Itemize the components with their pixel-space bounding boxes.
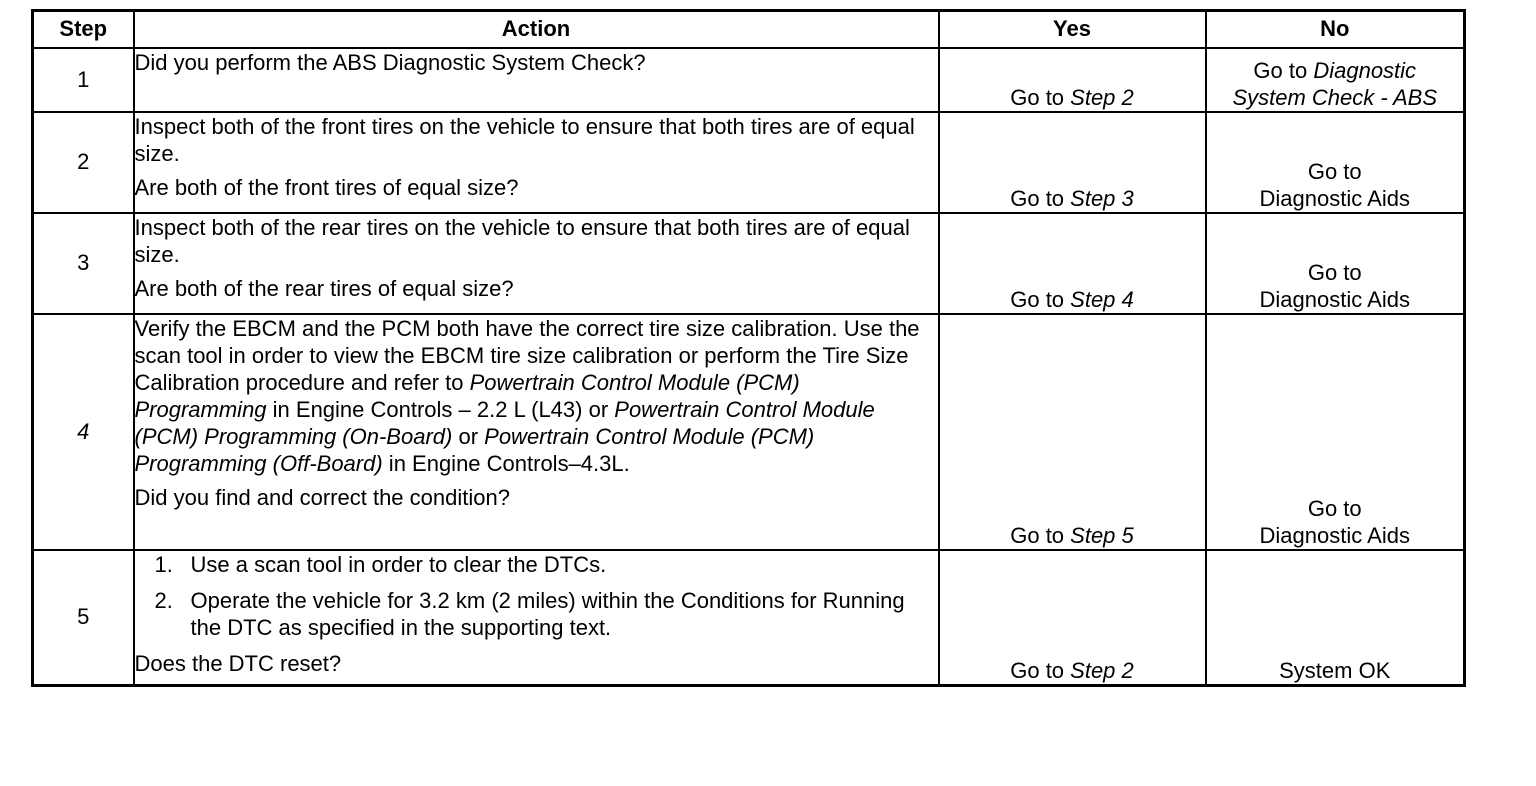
table-row xyxy=(33,314,1465,550)
list-text: Operate the vehicle for 3.2 km (2 miles) within the Conditions for Running the DTC as specified in the supporting text. xyxy=(190,587,905,640)
no-line1: Go to xyxy=(1307,495,1362,521)
yes-prefix: Go to xyxy=(1010,658,1071,683)
yes-prefix: Go to xyxy=(1010,84,1071,110)
no-line1: Go to xyxy=(1307,158,1362,184)
step-number: 5 xyxy=(33,550,134,686)
header-row xyxy=(33,11,1465,48)
action-text: Inspect both of the rear tires on the vehicle to ensure that both tires are of equal size. xyxy=(134,214,910,267)
step-number: 3 xyxy=(33,213,134,314)
yes-cell xyxy=(939,213,1206,314)
action-question: Are both of the rear tires of equal size? xyxy=(134,275,514,301)
list-text: Use a scan tool in order to clear the DTCs. xyxy=(190,551,607,577)
action-cell xyxy=(134,314,939,550)
no-link-diagnostic-aids[interactable]: Diagnostic Aids xyxy=(1259,185,1410,211)
no-link-line1[interactable]: Diagnostic xyxy=(1313,57,1417,83)
header-no: No xyxy=(1206,11,1465,48)
yes-cell xyxy=(939,48,1206,112)
list-item xyxy=(135,587,938,641)
yes-step-link[interactable]: Step 5 xyxy=(1070,522,1134,548)
no-cell xyxy=(1206,213,1465,314)
yes-cell xyxy=(939,314,1206,550)
yes-prefix: Go to xyxy=(1010,185,1071,211)
action-question: Are both of the front tires of equal size? xyxy=(134,174,519,200)
no-cell xyxy=(1206,48,1465,112)
table-row xyxy=(33,550,1465,686)
no-cell xyxy=(1206,550,1465,686)
yes-step-link[interactable]: Step 2 xyxy=(1070,658,1134,683)
reference-link[interactable]: Powertrain Control Module (PCM) Programming (Off-Board) xyxy=(134,423,815,476)
yes-prefix: Go to xyxy=(1010,286,1071,312)
yes-prefix: Go to xyxy=(1010,522,1071,548)
reference-link[interactable]: Powertrain Control Module (PCM) Programming xyxy=(134,369,800,422)
list-item xyxy=(135,551,938,578)
yes-step-link[interactable]: Step 4 xyxy=(1070,286,1134,312)
yes-step-link[interactable]: Step 2 xyxy=(1070,84,1134,110)
action-question: Does the DTC reset? xyxy=(134,650,342,676)
yes-cell xyxy=(939,550,1206,686)
action-cell xyxy=(134,550,939,686)
no-cell xyxy=(1206,314,1465,550)
no-result: System OK xyxy=(1279,658,1391,683)
table-row xyxy=(33,48,1465,112)
reference-link[interactable]: Powertrain Control Module (PCM) Programming (On-Board) xyxy=(134,396,875,449)
action-text-part: Verify the EBCM and the PCM both have the correct tire size calibration. Use the scan tool in order to view the EBCM tire size calibration or perform the Tire Size Calibration procedure and refer to xyxy=(134,315,920,395)
header-yes: Yes xyxy=(939,11,1206,48)
action-question: Did you find and correct the condition? xyxy=(134,484,510,510)
yes-cell xyxy=(939,112,1206,213)
action-text-part: or xyxy=(452,423,485,449)
table-row xyxy=(33,213,1465,314)
yes-step-link[interactable]: Step 3 xyxy=(1070,185,1134,211)
header-action: Action xyxy=(134,11,939,48)
step-number: 1 xyxy=(33,48,134,112)
step-number: 2 xyxy=(33,112,134,213)
no-prefix: Go to xyxy=(1253,57,1314,83)
action-text xyxy=(135,315,938,477)
no-cell xyxy=(1206,112,1465,213)
action-question: Did you perform the ABS Diagnostic System Check? xyxy=(134,49,646,75)
no-link-diagnostic-aids[interactable]: Diagnostic Aids xyxy=(1259,286,1410,312)
no-line1: Go to xyxy=(1307,259,1362,285)
list-number: 1. xyxy=(154,551,173,577)
no-link-line2[interactable]: System Check - ABS xyxy=(1232,84,1438,110)
action-cell xyxy=(134,48,939,112)
action-text-part: in Engine Controls – 2.2 L (L43) or xyxy=(266,396,615,422)
step-number: 4 xyxy=(33,314,134,550)
list-number: 2. xyxy=(154,587,173,613)
action-text: Inspect both of the front tires on the vehicle to ensure that both tires are of equal size. xyxy=(134,113,915,166)
action-text-part: in Engine Controls–4.3L. xyxy=(382,450,630,476)
action-cell xyxy=(134,112,939,213)
header-step: Step xyxy=(33,11,134,48)
no-link-diagnostic-aids[interactable]: Diagnostic Aids xyxy=(1259,522,1410,548)
diagnostic-table xyxy=(31,9,1466,687)
table-row xyxy=(33,112,1465,213)
action-cell xyxy=(134,213,939,314)
